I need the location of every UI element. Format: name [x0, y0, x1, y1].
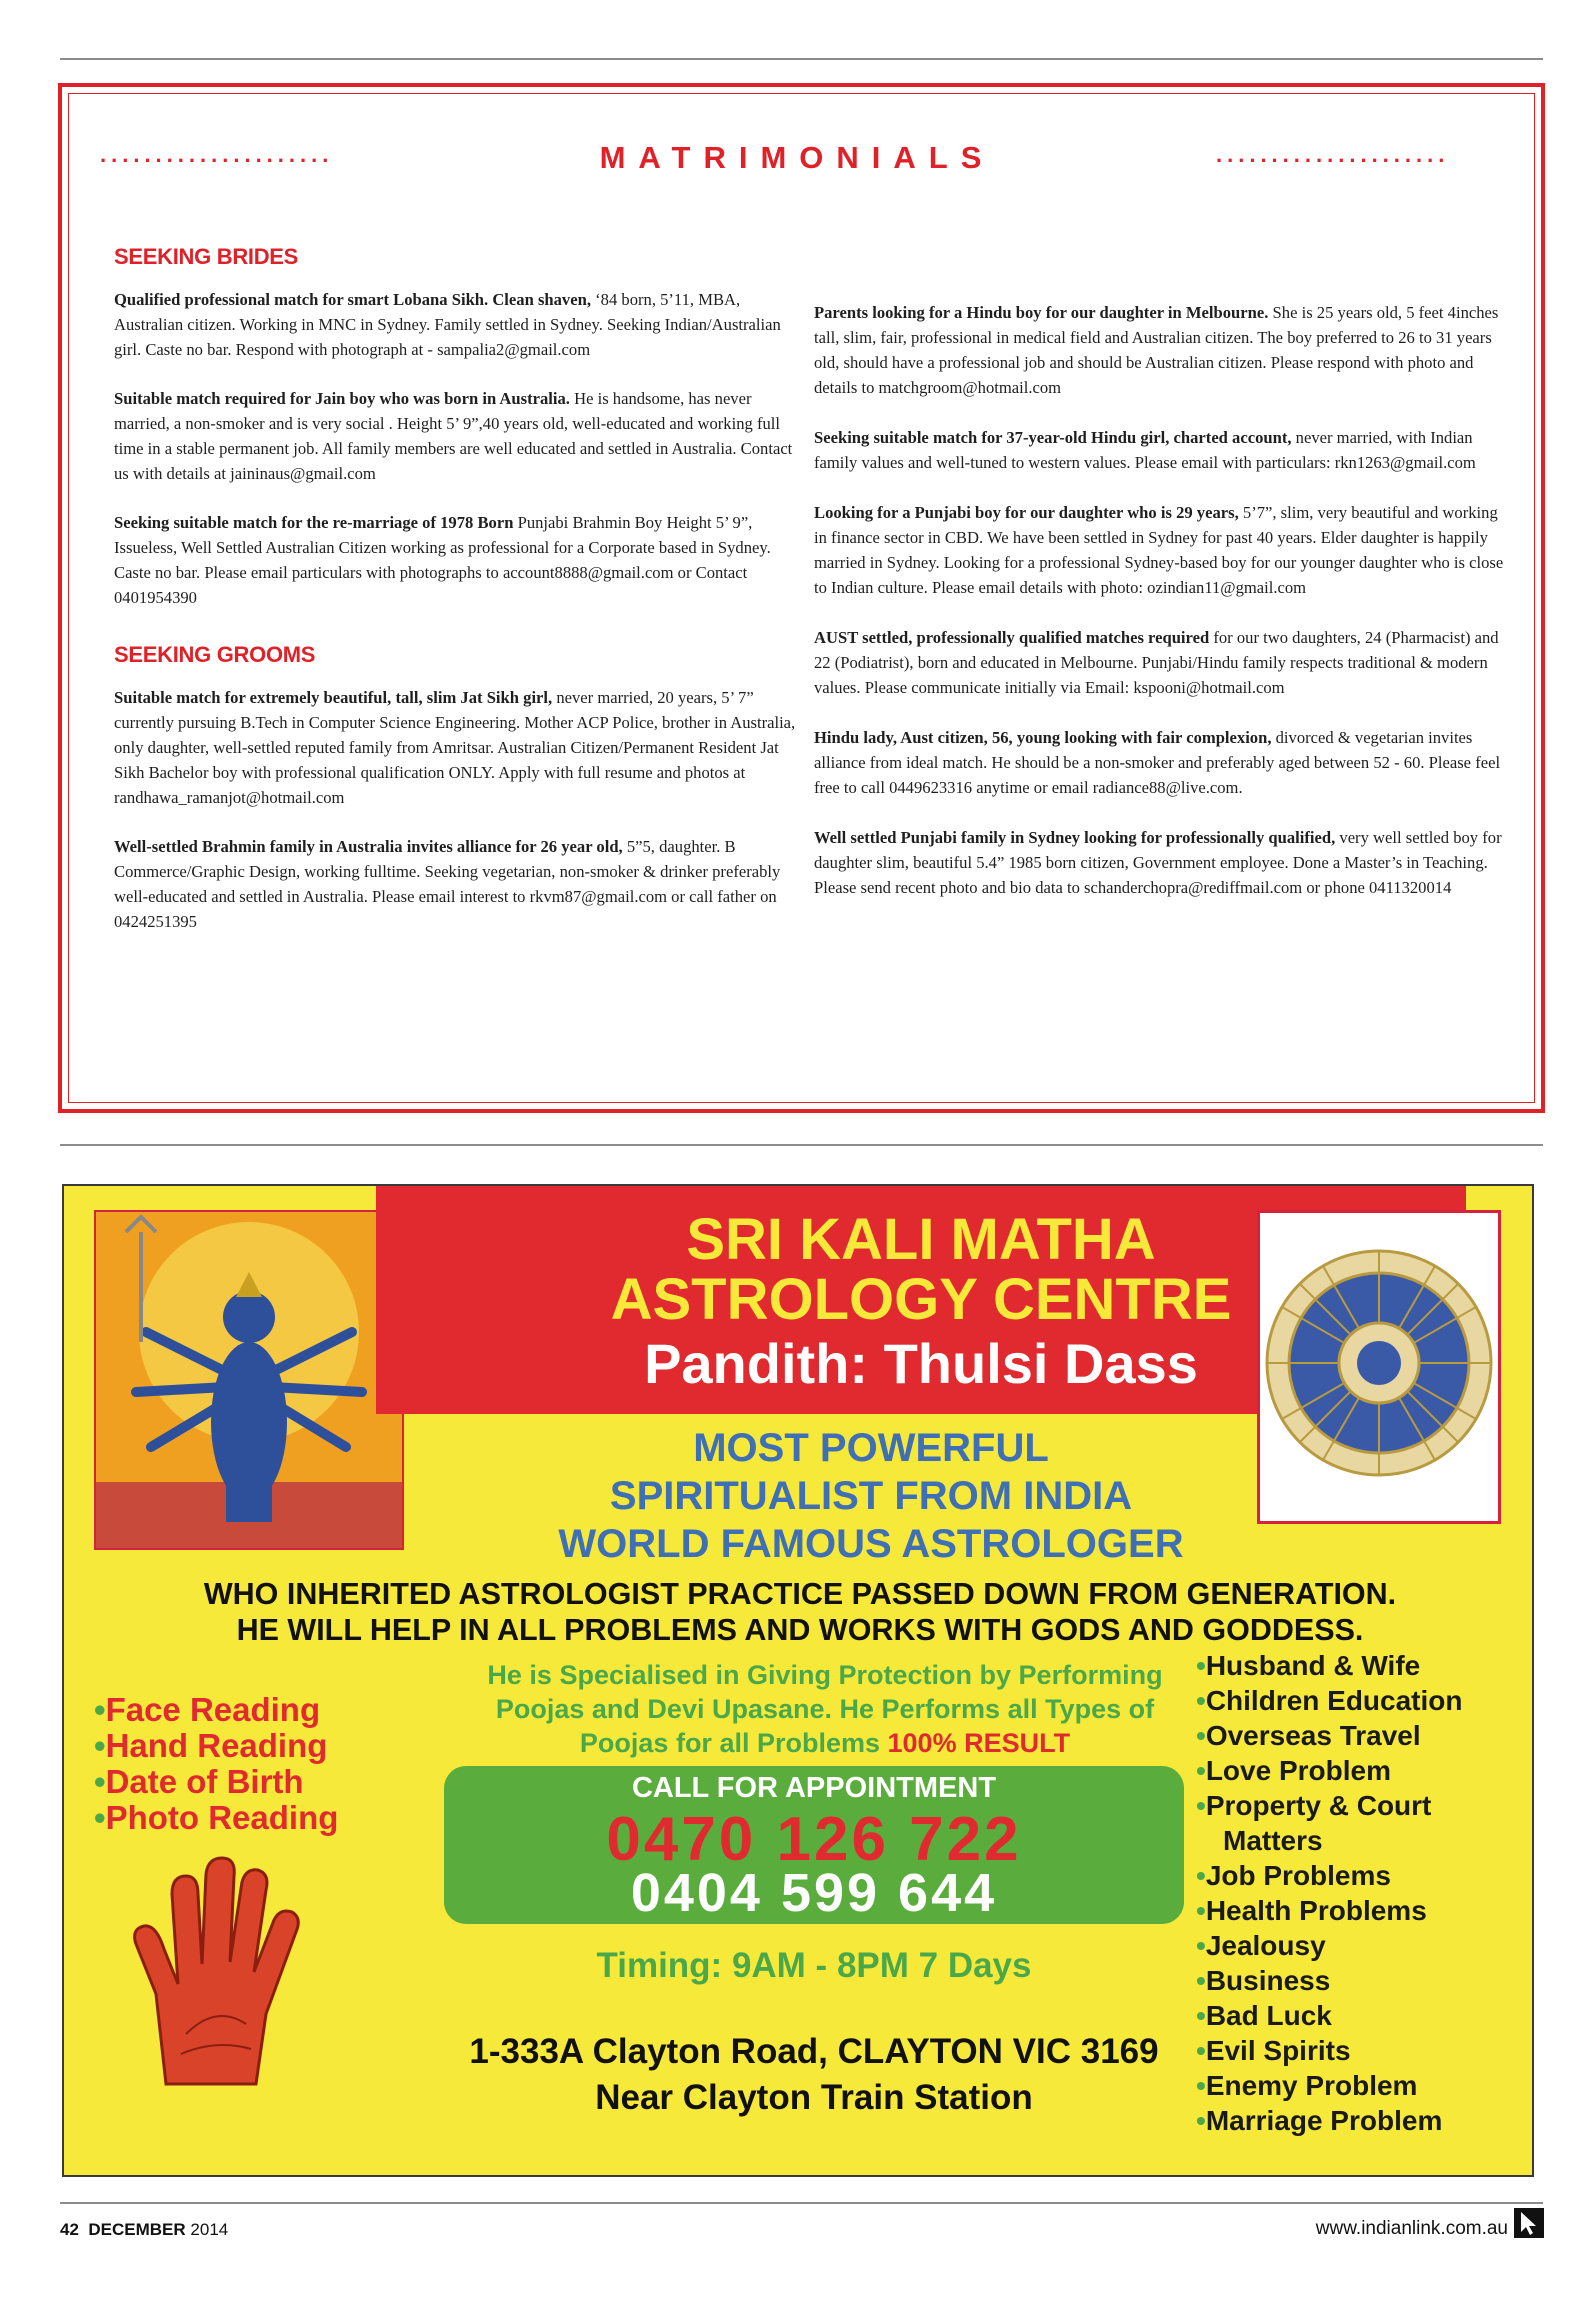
right-column [814, 300, 1504, 925]
opening-hours: Timing: 9AM - 8PM 7 Days [596, 1946, 1032, 1985]
service-item: • Love Problem [1196, 1753, 1463, 1788]
service-item: • Children Education [1196, 1683, 1463, 1718]
service-item: Matters [1223, 1825, 1323, 1856]
address-landmark: Near Clayton Train Station [595, 2078, 1033, 2117]
astrology-ad [62, 1184, 1534, 2177]
tagline: WORLD FAMOUS ASTROLOGER [558, 1522, 1184, 1566]
service-item: • Job Problems [1196, 1858, 1463, 1893]
specialty-text: He is Specialised in Giving Protection by Performing [487, 1660, 1163, 1690]
specialty-text: Poojas and Devi Upasane. He Performs all Types of [495, 1694, 1155, 1724]
service-item: • Enemy Problem [1196, 2068, 1463, 2103]
ad-title: SRI KALI MATHA [686, 1207, 1156, 1272]
issue-year: 2014 [190, 2220, 229, 2239]
classified-ad: Looking for a Punjabi boy for our daughter who is 29 years, 5’7”, slim, very beautiful and working in finance sector in CBD. We have been settled in Sydney for past 40 years. Elder daughter is happily married in Sydney. Looking for a professional Sydney-based boy for our younger daughter who is close to Indian culture. Please email details with photo: ozindian11@gmail.com [814, 503, 1504, 597]
specialty-text: Poojas for all Problems 100% RESULT [579, 1728, 1071, 1758]
phone-number[interactable]: 0470 126 722 [606, 1805, 1022, 1874]
seeking-brides-heading: SEEKING BRIDES [114, 244, 299, 269]
problem-services [1196, 1648, 1463, 2138]
service-item: • Marriage Problem [1196, 2103, 1463, 2138]
classified-ad: Seeking suitable match for 37-year-old Hindu girl, charted account, never married, with Indian family values and well-tuned to western values. Please email with particulars: rkn1263@gmail.com [814, 428, 1476, 472]
tagline: SPIRITUALIST FROM INDIA [609, 1474, 1133, 1518]
service-item: • Photo Reading [94, 1800, 338, 1836]
address: 1-333A Clayton Road, CLAYTON VIC 3169 [469, 2032, 1159, 2071]
service-item: • Health Problems [1196, 1893, 1463, 1928]
top-rule [60, 58, 1543, 60]
classified-ad: AUST settled, professionally qualified matches required for our two daughters, 24 (Pharmacist) and 22 (Podiatrist), born and educated in Melbourne. Punjabi/Hindu family respects traditional & modern values. Please communicate initially via Email: kspooni@hotmail.com [814, 628, 1499, 697]
cursor-arrow-icon [1514, 2208, 1544, 2238]
service-item: • Overseas Travel [1196, 1718, 1463, 1753]
service-item: • Jealousy [1196, 1928, 1463, 1963]
website-link[interactable]: www.indianlink.com.au [1315, 2218, 1508, 2239]
page-number: 42 [60, 2220, 79, 2239]
classified-ad: Suitable match required for Jain boy who was born in Australia. He is handsome, has never married, a non-smoker and is very social . Height 5’ 9”,40 years old, well-educated and working full time in a stable permanent job. All family members are well educated and settled in Australia. Contact us with details at jaininaus@gmail.com [114, 389, 793, 483]
classified-ad: Seeking suitable match for the re-marriage of 1978 Born Punjabi Brahmin Boy Height 5’ 9”, Issueless, Well Settled Australian Citizen working as professional for a Corporate based in Sydney. Caste no bar. Please email particulars with photographs to account8888@gmail.com or Contact 0401954390 [114, 513, 771, 607]
page-footer [60, 2220, 228, 2240]
classified-ad: Parents looking for a Hindu boy for our daughter in Melbourne. She is 25 years old, 5 feet 4inches tall, slim, fair, professional in medical field and Australian citizen. The boy preferred to 26 to 31 years old, should have a professional job and should be Australian citizen. Please respond with photo and details to matchgroom@hotmail.com [814, 303, 1499, 397]
service-item: • Property & Court [1196, 1788, 1463, 1823]
service-item: • Hand Reading [94, 1728, 338, 1764]
ad-title: ASTROLOGY CENTRE [610, 1267, 1232, 1332]
palm-hand-image [126, 1854, 306, 2099]
title-dots-left: ..................... [100, 142, 334, 167]
kali-image [94, 1210, 404, 1550]
middle-rule [60, 1144, 1543, 1146]
appointment-box [444, 1766, 1184, 1924]
classified-ad: Hindu lady, Aust citizen, 56, young looking with fair complexion, divorced & vegetarian invites alliance from ideal match. He should be a non-smoker and preferably aged between 52 - 60. Please feel free to call 0449623316 anytime or email radiance88@live.com. [814, 728, 1501, 797]
reading-services [94, 1692, 338, 1836]
service-item: • Face Reading [94, 1692, 338, 1728]
heritage-text: WHO INHERITED ASTROLOGIST PRACTICE PASSED DOWN FROM GENERATION. [203, 1577, 1397, 1611]
phone-number[interactable]: 0404 599 644 [630, 1863, 998, 1923]
classified-ad: Well settled Punjabi family in Sydney looking for professionally qualified, very well settled boy for daughter slim, beautiful 5.4” 1985 born citizen, Government employee. Done a Master’s in Teaching. Please send recent photo and bio data to schanderchopra@rediffmail.com or phone 0411320014 [814, 828, 1502, 897]
left-column [114, 244, 804, 958]
service-item: • Date of Birth [94, 1764, 338, 1800]
classified-ad: Suitable match for extremely beautiful, tall, slim Jat Sikh girl, never married, 20 years, 5’ 7” currently pursuing B.Tech in Computer Science Engineering. Mother ACP Police, brother in Australia, only daughter, well-settled reputed family from Amritsar. Australian Citizen/Permanent Resident Jat Sikh Bachelor boy with professional qualification ONLY. Apply with full resume and photos at randhawa_ramanjot@hotmail.com [114, 688, 796, 807]
service-item: • Business [1196, 1963, 1463, 1998]
service-item: • Husband & Wife [1196, 1648, 1463, 1683]
matrimonials-title: MATRIMONIALS [599, 140, 995, 175]
tagline: MOST POWERFUL [693, 1426, 1049, 1470]
pandith-name: Pandith: Thulsi Dass [644, 1332, 1198, 1395]
service-item: • Evil Spirits [1196, 2033, 1463, 2068]
result-badge: 100% RESULT [887, 1728, 1071, 1758]
issue-month: DECEMBER [88, 2220, 186, 2239]
service-item: • Bad Luck [1196, 1998, 1463, 2033]
classified-ad: Well-settled Brahmin family in Australia invites alliance for 26 year old, 5”5, daughter. B Commerce/Graphic Design, working fulltime. Seeking vegetarian, non-smoker & drinker preferably well-educated and settled in Australia. Please email interest to rkvm87@gmail.com or call father on 0424251395 [114, 837, 781, 931]
call-label: CALL FOR APPOINTMENT [631, 1772, 997, 1804]
footer-rule [60, 2202, 1543, 2204]
seeking-grooms-heading: SEEKING GROOMS [114, 642, 316, 667]
title-dots-right: ..................... [1216, 142, 1450, 167]
heritage-text: HE WILL HELP IN ALL PROBLEMS AND WORKS WITH GODS AND GODDESS. [236, 1613, 1364, 1647]
classified-ad: Qualified professional match for smart Lobana Sikh. Clean shaven, ‘84 born, 5’11, MBA, Australian citizen. Working in MNC in Sydney. Family settled in Sydney. Seeking Indian/Australian girl. Caste no bar. Respond with photograph at - sampalia2@gmail.com [114, 290, 781, 359]
